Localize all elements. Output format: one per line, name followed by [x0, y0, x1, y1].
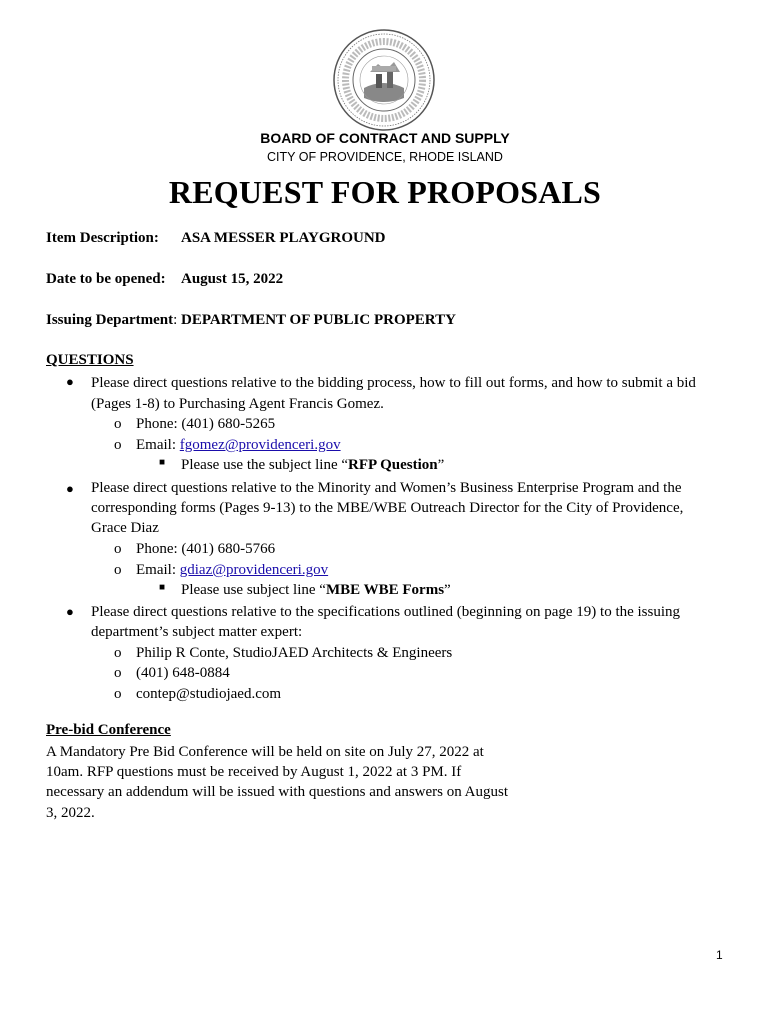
city-subheading: CITY OF PROVIDENCE, RHODE ISLAND [267, 150, 503, 164]
prebid-line-1: A Mandatory Pre Bid Conference will be held on site on July 27, 2022 at [46, 744, 484, 760]
question-bullet-2-line-2: corresponding forms (Pages 9-13) to the MBE/WBE Outreach Director for the City of Providence, [91, 500, 684, 516]
square-bullet-icon: ■ [159, 582, 166, 593]
city-seal-logo [332, 28, 436, 132]
mbe-subject-suffix: ” [444, 582, 451, 598]
expert-phone: (401) 648-0884 [136, 665, 230, 681]
date-opened-value: August 15, 2022 [181, 271, 284, 287]
mbe-email-row [136, 560, 328, 581]
mbe-subject-line [181, 580, 451, 601]
rfp-subject-suffix: ” [437, 457, 445, 473]
purchasing-email-row [136, 435, 341, 456]
mbe-email-link[interactable]: gdiaz@providenceri.gov [179, 562, 329, 578]
circle-bullet-icon: o [114, 686, 122, 702]
bullet-dot-icon: ● [66, 604, 74, 619]
rfp-subject-prefix: Please use the subject line “ [181, 457, 349, 473]
page-number: 1 [716, 948, 723, 962]
circle-bullet-icon: o [114, 645, 122, 661]
bullet-dot-icon: ● [66, 374, 74, 389]
issuing-department-row [46, 312, 456, 329]
prebid-line-4: 3, 2022. [46, 805, 95, 821]
circle-bullet-icon: o [114, 437, 122, 453]
question-bullet-1-line-1: Please direct questions relative to the bidding process, how to fill out forms, and how to submit a bid [91, 375, 696, 391]
circle-bullet-icon: o [114, 416, 122, 432]
document-title: REQUEST FOR PROPOSALS [168, 174, 602, 210]
mbe-subject-prefix: Please use subject line “ [181, 582, 326, 598]
board-heading: BOARD OF CONTRACT AND SUPPLY [260, 130, 510, 146]
item-description-label: Item Description: [46, 230, 159, 246]
mbe-subject-bold: MBE WBE Forms [325, 582, 445, 598]
item-description-value: ASA MESSER PLAYGROUND [181, 230, 386, 246]
question-bullet-2-line-3: Grace Diaz [91, 520, 159, 536]
rfp-subject-bold: RFP Question [348, 457, 438, 473]
date-opened-row [46, 271, 284, 288]
purchasing-email-label: Email: [136, 437, 180, 453]
date-opened-label: Date to be opened: [46, 271, 166, 287]
expert-name: Philip R Conte, StudioJAED Architects & Engineers [136, 645, 453, 661]
square-bullet-icon: ■ [159, 457, 166, 468]
expert-email: contep@studiojaed.com [136, 686, 282, 702]
circle-bullet-icon: o [114, 541, 122, 557]
issuing-department-label: Issuing Department [46, 312, 174, 328]
mbe-email-label: Email: [136, 562, 180, 578]
question-bullet-2-line-1: Please direct questions relative to the Minority and Women’s Business Enterprise Program and the [91, 480, 682, 496]
bullet-dot-icon: ● [66, 481, 74, 496]
prebid-line-2: 10am. RFP questions must be received by August 1, 2022 at 3 PM. If [46, 764, 462, 780]
circle-bullet-icon: o [114, 562, 122, 578]
question-bullet-3-line-2: department’s subject matter expert: [91, 624, 303, 640]
mbe-phone: Phone: (401) 680-5766 [136, 541, 276, 557]
purchasing-phone: Phone: (401) 680-5265 [136, 416, 276, 432]
prebid-line-3: necessary an addendum will be issued with questions and answers on August [46, 784, 509, 800]
purchasing-email-link[interactable]: fgomez@providenceri.gov [179, 437, 341, 453]
question-bullet-3-line-1: Please direct questions relative to the specifications outlined (beginning on page 19) to the issuing [91, 604, 681, 620]
question-bullet-1-line-2: (Pages 1-8) to Purchasing Agent Francis Gomez. [91, 396, 384, 412]
circle-bullet-icon: o [114, 665, 122, 681]
item-description-row [46, 230, 386, 247]
issuing-department-colon: : [173, 312, 178, 328]
prebid-heading: Pre-bid Conference [46, 722, 171, 738]
issuing-department-value: DEPARTMENT OF PUBLIC PROPERTY [181, 312, 456, 328]
rfp-subject-line [181, 455, 444, 476]
questions-heading: QUESTIONS [46, 352, 134, 368]
